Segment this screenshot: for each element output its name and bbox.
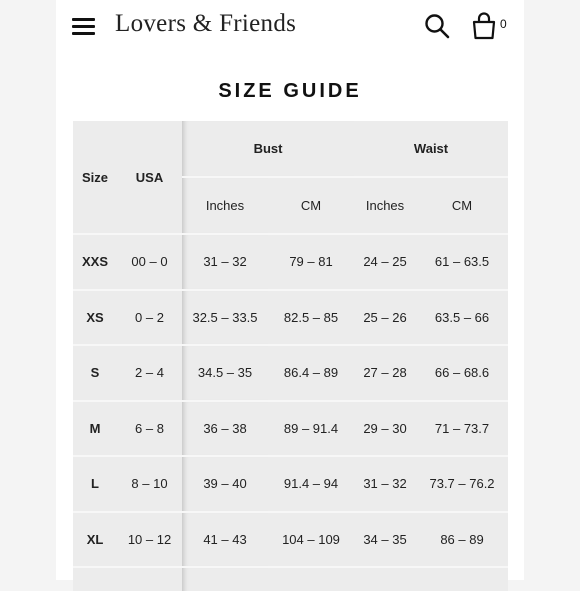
header-size: Size — [73, 121, 117, 234]
cell-waist-inches: 31 – 32 — [354, 456, 416, 512]
table-row — [73, 567, 508, 591]
size-guide-table — [73, 121, 508, 591]
cell-bust-inches: 34.5 – 35 — [182, 345, 268, 401]
cell-usa: 10 – 12 — [117, 512, 182, 568]
cell-usa: 2 – 4 — [117, 345, 182, 401]
cell-size: S — [73, 345, 117, 401]
cell-bust-cm: 82.5 – 85 — [268, 290, 354, 346]
cell-bust-inches: 41 – 43 — [182, 512, 268, 568]
shopping-bag-icon[interactable] — [471, 12, 497, 40]
cell-usa: 8 – 10 — [117, 456, 182, 512]
cell-size: L — [73, 456, 117, 512]
cell-bust-inches: 39 – 40 — [182, 456, 268, 512]
cell-waist-cm: 86 – 89 — [416, 512, 508, 568]
cell-waist-cm: 71 – 73.7 — [416, 401, 508, 457]
table-row — [73, 290, 508, 346]
cell-usa: 0 – 2 — [117, 290, 182, 346]
hamburger-menu-icon[interactable] — [72, 15, 96, 37]
cell-waist-inches: 25 – 26 — [354, 290, 416, 346]
cell-usa: 6 – 8 — [117, 401, 182, 457]
cell-waist-inches: 24 – 25 — [354, 234, 416, 290]
cell-size: M — [73, 401, 117, 457]
cart-count-badge: 0 — [500, 17, 507, 31]
cell-bust-cm: 89 – 91.4 — [268, 401, 354, 457]
cell-waist-inches: 29 – 30 — [354, 401, 416, 457]
header-usa: USA — [117, 121, 182, 234]
page-title: SIZE GUIDE — [218, 80, 362, 102]
table-row — [73, 345, 508, 401]
cell-usa: 00 – 0 — [117, 234, 182, 290]
cell-waist-cm: 61 – 63.5 — [416, 234, 508, 290]
cell-waist-inches: 34 – 35 — [354, 512, 416, 568]
cell-waist-cm: 73.7 – 76.2 — [416, 456, 508, 512]
cell-bust-cm: 79 – 81 — [268, 234, 354, 290]
table-row — [73, 456, 508, 512]
cell-bust-inches: 32.5 – 33.5 — [182, 290, 268, 346]
header-waist: Waist — [354, 121, 508, 177]
subheader-waist-inches: Inches — [354, 177, 416, 234]
header-bust: Bust — [182, 121, 354, 177]
table-row — [73, 401, 508, 457]
site-header — [56, 0, 524, 56]
page — [56, 0, 524, 580]
subheader-bust-cm: CM — [268, 177, 354, 234]
cell-bust-cm: 91.4 – 94 — [268, 456, 354, 512]
cell-bust-cm: 104 – 109 — [268, 512, 354, 568]
cell-bust-inches: 36 – 38 — [182, 401, 268, 457]
cell-bust-cm: 86.4 – 89 — [268, 345, 354, 401]
cell-size: XL — [73, 512, 117, 568]
cell-size: XXS — [73, 234, 117, 290]
cell-waist-cm: 63.5 – 66 — [416, 290, 508, 346]
cell-waist-inches: 27 – 28 — [354, 345, 416, 401]
search-icon[interactable] — [424, 13, 450, 39]
table-row — [73, 512, 508, 568]
subheader-waist-cm: CM — [416, 177, 508, 234]
subheader-bust-inches: Inches — [182, 177, 268, 234]
cell-bust-inches: 31 – 32 — [182, 234, 268, 290]
brand-logo[interactable]: Lovers & Friends — [115, 10, 297, 37]
cell-size: XS — [73, 290, 117, 346]
table-row — [73, 234, 508, 290]
cell-waist-cm: 66 – 68.6 — [416, 345, 508, 401]
